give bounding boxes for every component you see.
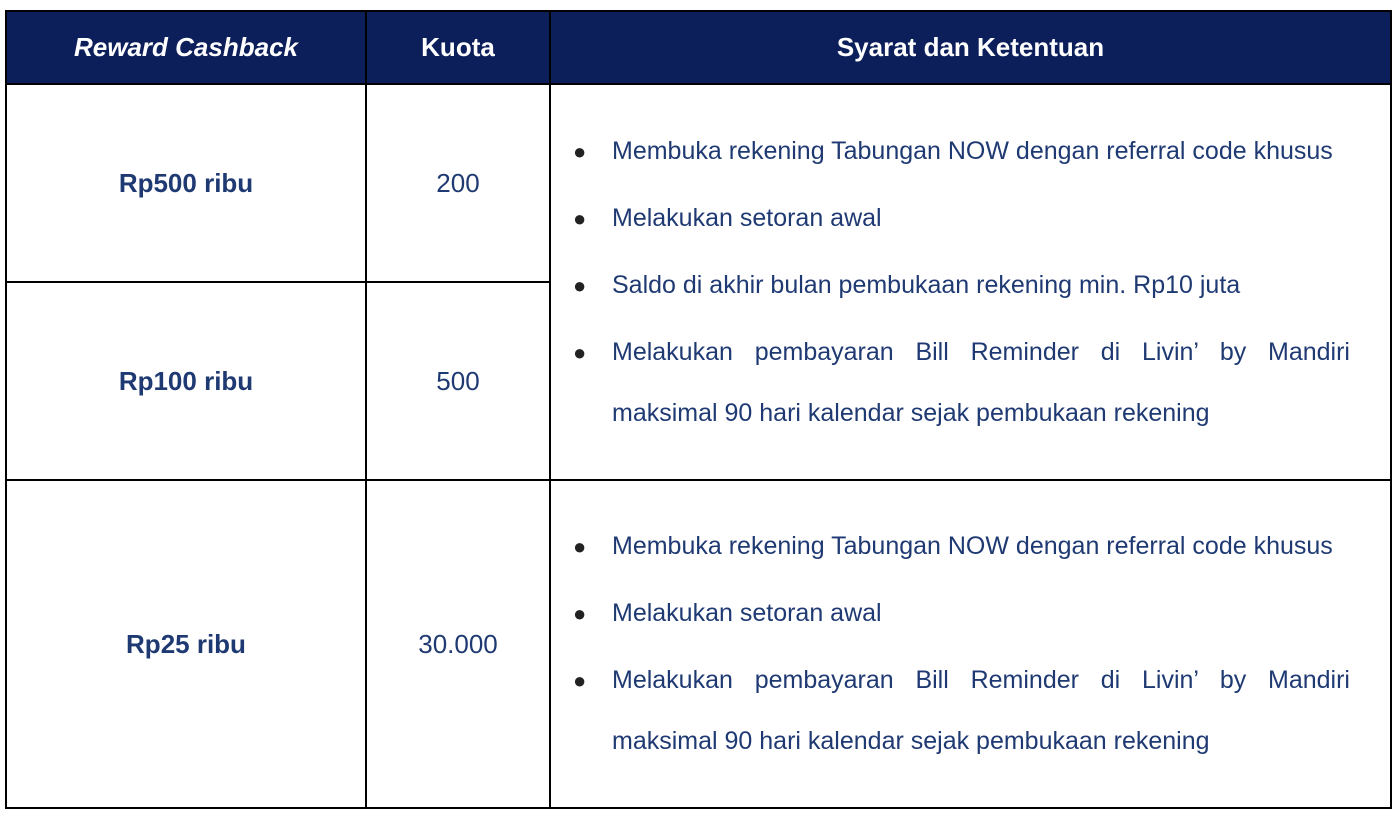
terms-text: Membuka rekening Tabungan NOW dengan referral code khusus [612, 136, 1333, 165]
terms-text: Melakukan setoran awal [612, 203, 882, 232]
header-reward-cashback: Reward Cashback [6, 11, 366, 84]
terms-text: Saldo di akhir bulan pembukaan rekening min. Rp10 juta [612, 270, 1241, 299]
terms-list-item [551, 255, 1350, 316]
terms-list-item [551, 583, 1350, 644]
cashback-table-wrapper [5, 10, 1392, 809]
terms-list-item [551, 322, 1350, 444]
cashback-table [5, 10, 1392, 809]
bullet-icon: ● [573, 534, 587, 559]
header-syarat-ketentuan: Syarat dan Ketentuan [550, 11, 1391, 84]
reward-cell: Rp25 ribu [6, 480, 366, 808]
terms-list-item [551, 188, 1350, 249]
header-kuota: Kuota [366, 11, 550, 84]
bullet-icon: ● [573, 205, 587, 231]
terms-text: Membuka rekening Tabungan NOW dengan referral code khusus [612, 532, 1333, 560]
terms-list-item [551, 121, 1350, 182]
terms-text: Melakukan setoran awal [612, 599, 882, 627]
quota-cell: 200 [366, 84, 550, 282]
terms-cell [550, 84, 1391, 480]
reward-cell: Rp500 ribu [6, 84, 366, 282]
header-row [6, 11, 1391, 84]
bullet-icon: ● [573, 138, 587, 164]
quota-cell: 500 [366, 282, 550, 480]
reward-cell: Rp100 ribu [6, 282, 366, 480]
bullet-icon: ● [573, 668, 587, 693]
bullet-icon: ● [573, 601, 587, 626]
table-header [6, 11, 1391, 84]
table-row [6, 480, 1391, 808]
terms-cell [550, 480, 1391, 808]
table-row [6, 84, 1391, 282]
terms-list-item [551, 650, 1350, 772]
quota-cell: 30.000 [366, 480, 550, 808]
terms-list [551, 516, 1350, 772]
terms-text: Melakukan pembayaran Bill Reminder di Livin’ by Mandiri maksimal 90 hari kalendar sejak pembukaan rekening [612, 337, 1350, 427]
bullet-icon: ● [573, 272, 587, 298]
terms-list-item [551, 516, 1350, 577]
terms-text: Melakukan pembayaran Bill Reminder di Livin’ by Mandiri maksimal 90 hari kalendar sejak pembukaan rekening [612, 666, 1350, 755]
terms-list [551, 121, 1350, 444]
table-body [6, 84, 1391, 808]
bullet-icon: ● [573, 339, 587, 365]
